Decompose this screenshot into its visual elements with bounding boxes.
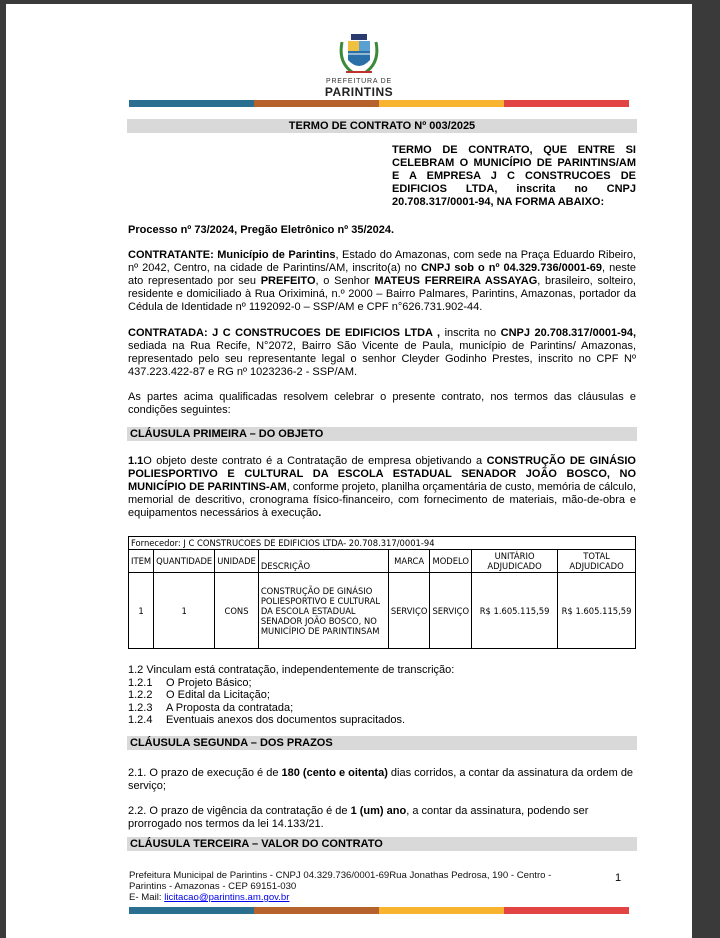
fornecedor-cell: Fornecedor: J C CONSTRUCOES DE EDIFICIOS LTDA- 20.708.317/0001-94: [129, 537, 636, 550]
column-header: TOTAL ADJUDICADO: [558, 550, 636, 573]
list-item: [128, 714, 454, 727]
clausula-terceira-heading: CLÁUSULA TERCEIRA – VALOR DO CONTRATO: [127, 837, 637, 851]
table-cell: CONSTRUÇÃO DE GINÁSIO POLIESPORTIVO E CULTURAL DA ESCOLA ESTADUAL SENADOR JOÃO BOSCO, NO MUNICÍPIO DE PARINTINSAM: [258, 573, 388, 649]
vinculam-section: [128, 664, 454, 727]
list-item: [128, 702, 454, 715]
email-label: E- Mail:: [129, 892, 165, 903]
header-color-stripe: [129, 100, 629, 107]
table-cell: SERVIÇO: [430, 573, 472, 649]
clausula-primeira-heading: CLÁUSULA PRIMEIRA – DO OBJETO: [127, 427, 637, 441]
clausula-segunda-heading: CLÁUSULA SEGUNDA – DOS PRAZOS: [127, 736, 637, 750]
text-segment: 2.2. O prazo de vigência da contratação é de: [128, 805, 351, 817]
column-header: MODELO: [430, 550, 472, 573]
coat-of-arms-logo: [338, 32, 380, 78]
table-cell: R$ 1.605.115,59: [472, 573, 558, 649]
text-segment: , neste ato representado por seu: [128, 262, 636, 287]
table-header-row: [129, 550, 636, 573]
text-segment: , conforme projeto, planilha orçamentária de custo, memória de cálculo, memorial de descritivo, cronograma físico-financeiro, com fornecimento de materiais, mão-de-obra e equipamentos necessários à execução: [128, 481, 636, 519]
text-segment: 2.1. O prazo de execução é de: [128, 767, 282, 779]
footer-line2: Parintins - Amazonas - CEP 69151-030: [129, 881, 297, 892]
text-segment: CONTRATANTE: Município de Parintins: [128, 249, 336, 261]
text-segment: , Estado do Amazonas, com sede na Praça Eduardo Ribeiro, nº 2042, Centro, na cidade de Parintins/AM, inscrito(a) no: [128, 249, 636, 274]
list-item: [128, 677, 454, 690]
text-segment: inscrita no: [440, 327, 501, 339]
table-cell: 1: [154, 573, 215, 649]
column-header: UNITÁRIO ADJUDICADO: [472, 550, 558, 573]
stripe-segment: [379, 100, 504, 107]
list-item-number: 1.2.4: [128, 714, 153, 726]
footer: [129, 870, 551, 903]
column-header: UNIDADE: [215, 550, 259, 573]
text-segment: , a contar da assinatura, podendo ser prorrogado nos termos da lei 14.133/21.: [128, 805, 589, 830]
table-cell: R$ 1.605.115,59: [558, 573, 636, 649]
table-row: [129, 573, 636, 649]
list-item-text: O Edital da Licitação;: [166, 689, 270, 701]
logo-text-top: PREFEITURA DE: [325, 78, 393, 85]
stripe-segment: [129, 907, 254, 914]
stripe-segment: [504, 907, 629, 914]
text-segment: , brasileiro, solteiro, residente e domiciliado à Rua Oriximiná, n.º 2000 – Bairro Palmares, Parintins, Amazonas, portador da Cédula de Identidade nº 1192092-0 – SSP/AM e CPF n°626.731.902-44.: [128, 275, 636, 313]
column-header: DESCRIÇÃO: [258, 550, 388, 573]
processo: Processo nº 73/2024, Pregão Eletrônico nº 35/2024.: [128, 224, 395, 236]
table-cell: 1: [129, 573, 154, 649]
text-segment: .: [318, 507, 322, 519]
text-segment: 1.1: [128, 455, 144, 467]
column-header: ITEM: [129, 550, 154, 573]
list-item-number: 1.2.1: [128, 676, 153, 689]
contratada-paragraph: [128, 327, 636, 379]
contratante-paragraph: [128, 249, 636, 314]
email-link[interactable]: licitacao@parintins.am.gov.br: [164, 892, 290, 903]
prazo-vigencia: [128, 805, 636, 831]
preamble: TERMO DE CONTRATO, QUE ENTRE SI CELEBRAM O MUNICÍPIO DE PARINTINS/AM E A EMPRESA J C CONSTRUCOES DE EDIFICIOS LTDA, inscrita no CNPJ 20.708.317/0001-94, NA FORMA ABAIXO:: [392, 144, 636, 208]
text-segment: sediada na Rua Recife, N°2072, Bairro São Vicente de Paula, município de Parintins/ Amazonas, representado pelo seu representante legal o senhor Cleyder Godinho Prestes, inscrito no CPF Nº 437.223.422-87 e RG nº 1023236-2 - SSP/AM.: [128, 340, 636, 378]
stripe-segment: [254, 907, 379, 914]
text-segment: CNPJ sob o nº 04.329.736/0001-69: [420, 262, 602, 274]
page-number: 1: [615, 872, 622, 884]
text-segment: CONTRATADA: J C CONSTRUCOES DE EDIFICIOS LTDA ,: [128, 327, 441, 339]
text-segment: CNPJ 20.708.317/0001-94,: [500, 327, 637, 339]
contract-title: TERMO DE CONTRATO Nº 003/2025: [127, 119, 637, 133]
stripe-segment: [254, 100, 379, 107]
list-item-number: 1.2.3: [128, 701, 153, 714]
stripe-segment: [504, 100, 629, 107]
list-item-text: A Proposta da contratada;: [166, 701, 294, 714]
table-cell: CONS: [215, 573, 259, 649]
text-segment: PREFEITO: [260, 275, 316, 287]
partes-paragraph: As partes acima qualificadas resolvem celebrar o presente contrato, nos termos das cláusulas e condições seguintes:: [128, 391, 636, 416]
footer-color-stripe: [129, 907, 629, 914]
prazo-execucao: [128, 767, 636, 793]
text-segment: O objeto deste contrato é a Contratação de empresa objetivando a: [143, 455, 487, 467]
text-segment: 180 (cento e oitenta): [281, 767, 388, 779]
stripe-segment: [129, 100, 254, 107]
stripe-segment: [379, 907, 504, 914]
text-segment: 1 (um) ano: [350, 805, 407, 817]
text-segment: MATEUS FERREIRA ASSAYAG: [374, 275, 538, 287]
list-item-text: O Projeto Básico;: [166, 676, 252, 689]
list-item: [128, 689, 454, 702]
footer-line1: Prefeitura Municipal de Parintins - CNPJ 04.329.736/0001-69Rua Jonathas Pedrosa, 190 - Centro -: [129, 870, 552, 881]
table-cell: SERVIÇO: [388, 573, 430, 649]
vinculam-intro: 1.2 Vinculam está contratação, independentemente de transcrição:: [128, 664, 455, 676]
text-segment: dias corridos, a contar da assinatura da ordem de serviço;: [128, 767, 634, 792]
text-segment: CONSTRUÇÃO DE GINÁSIO POLIESPORTIVO E CULTURAL DA ESCOLA ESTADUAL SENADOR JOÃO BOSCO, NO MUNICÍPIO DE PARINTINS-AM: [128, 455, 636, 493]
list-item-text: Eventuais anexos dos documentos supracitados.: [166, 714, 406, 726]
list-item-number: 1.2.2: [128, 689, 153, 701]
logo-text-bottom: PARINTINS: [324, 85, 394, 99]
supplier-table: [128, 536, 636, 649]
text-segment: , o Senhor: [315, 275, 375, 287]
column-header: MARCA: [388, 550, 430, 573]
document-page: [6, 4, 692, 938]
clausula-primeira-text: [128, 455, 636, 520]
column-header: QUANTIDADE: [154, 550, 215, 573]
